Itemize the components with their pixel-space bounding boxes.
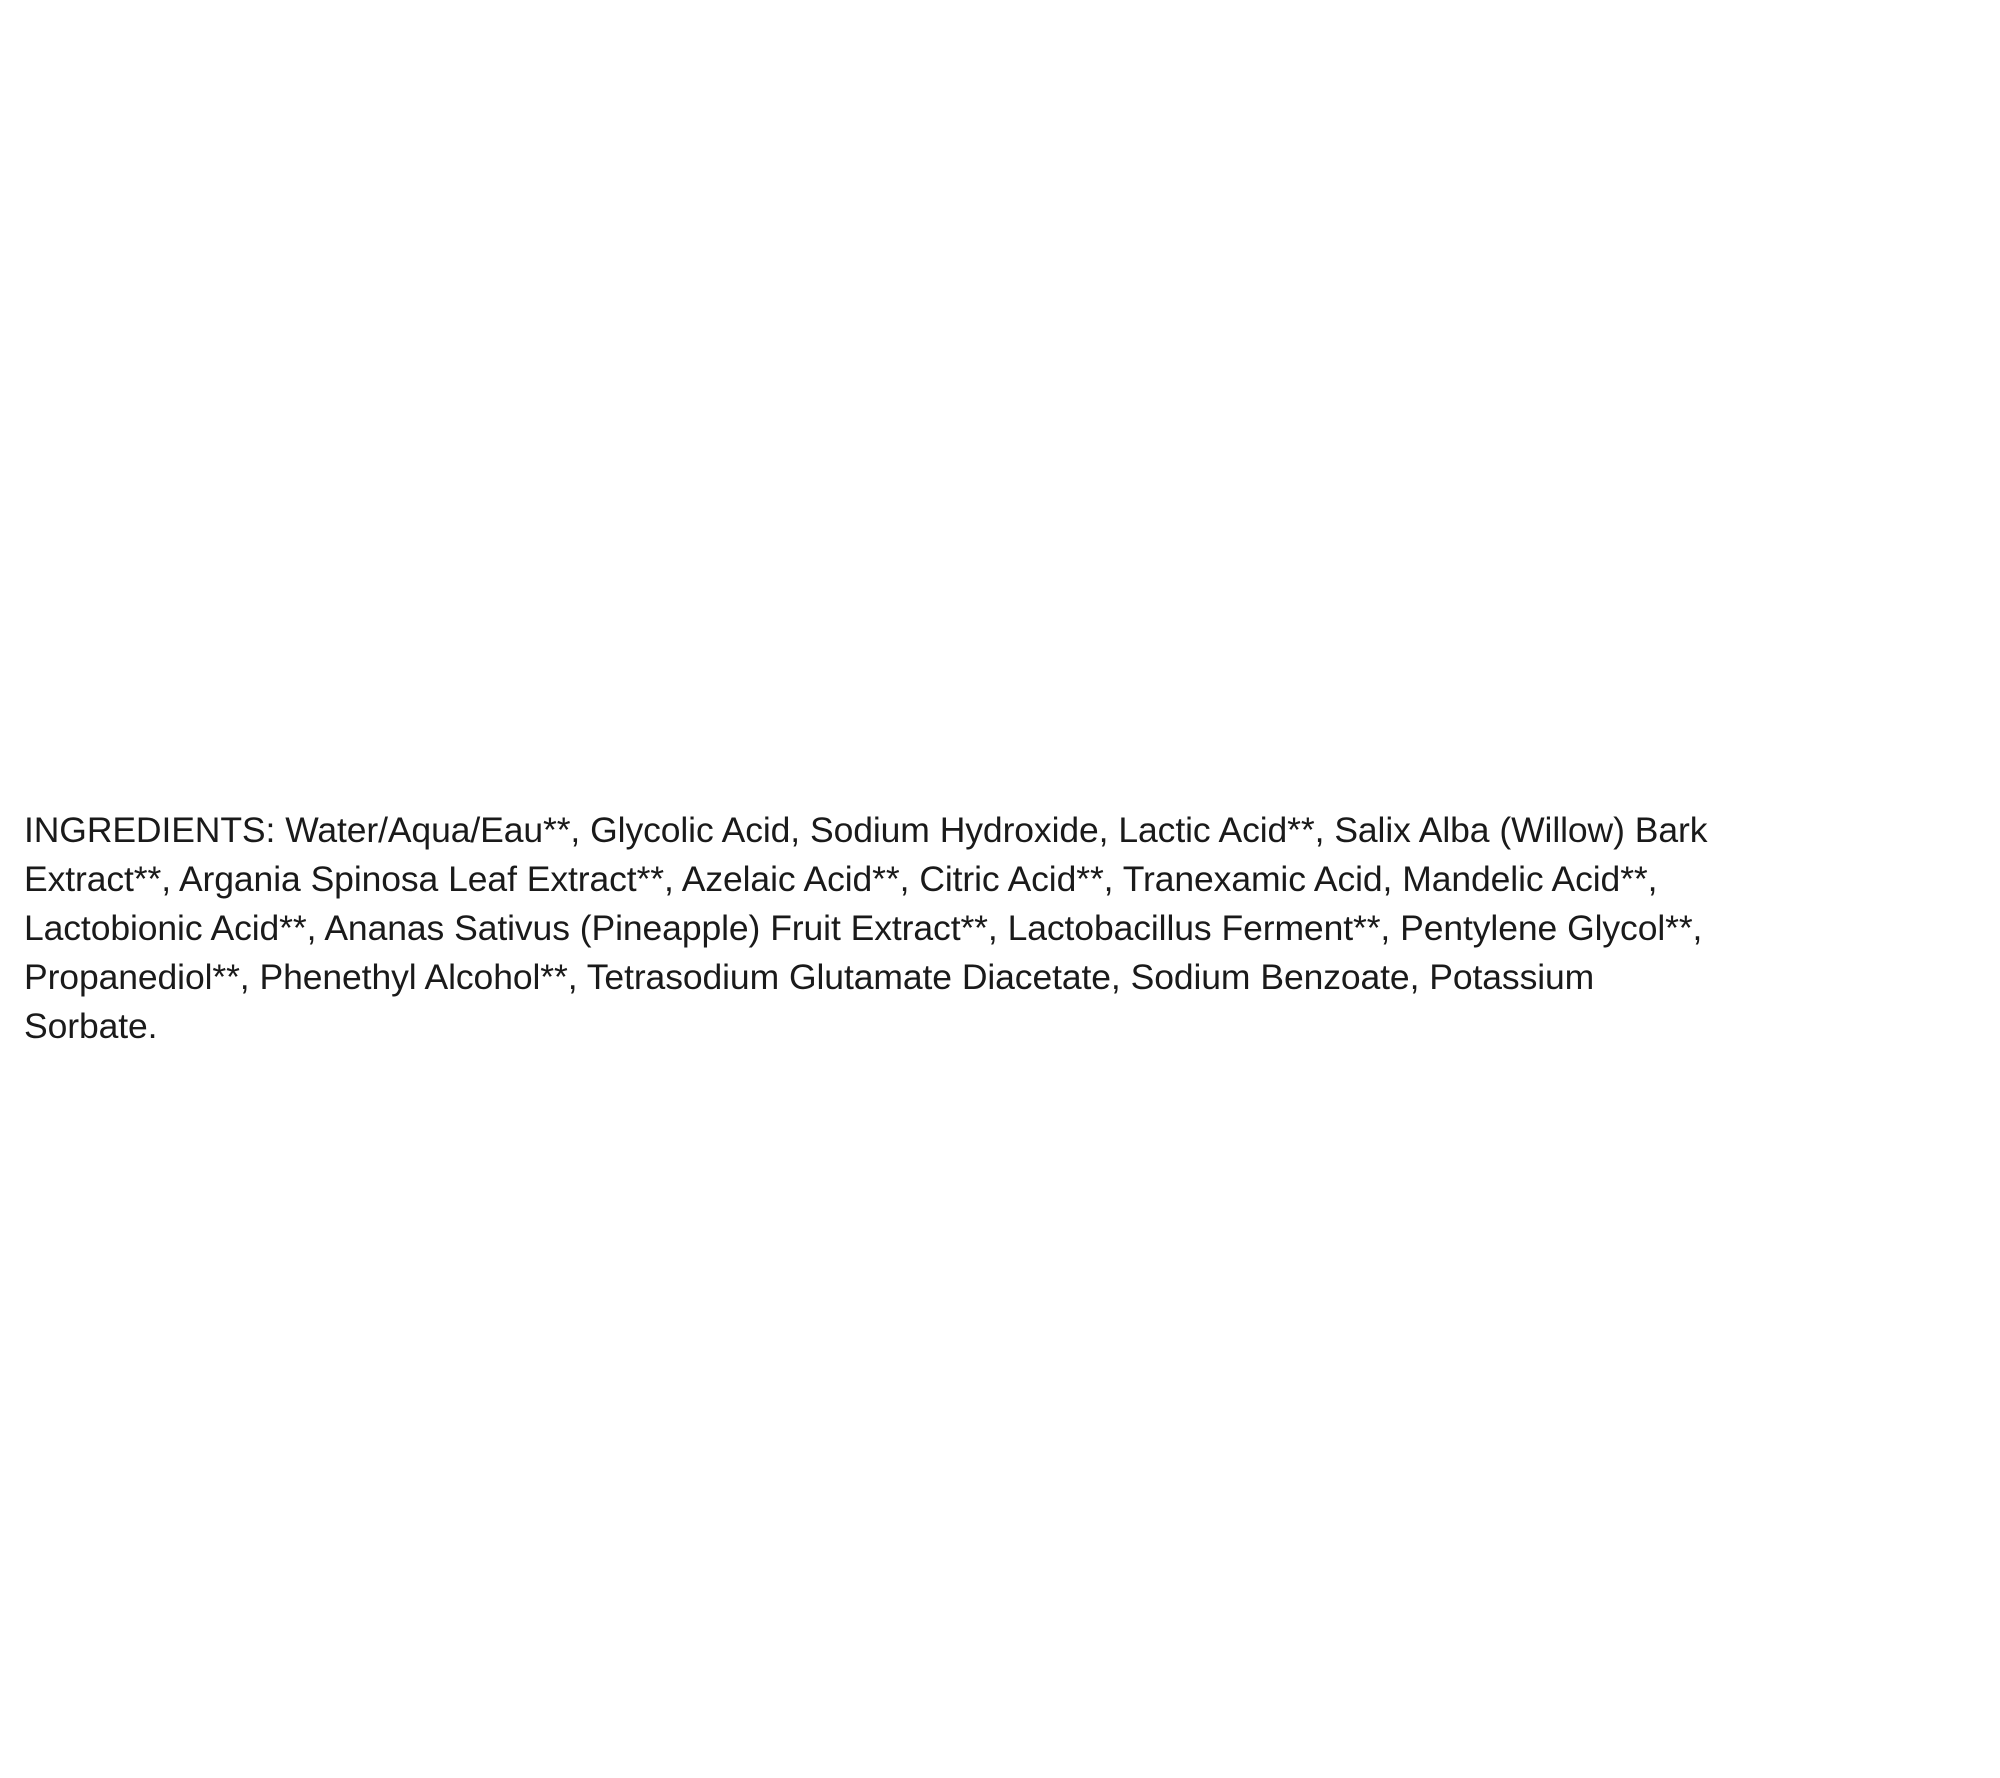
ingredients-paragraph: INGREDIENTS: Water/Aqua/Eau**, Glycolic Acid, Sodium Hydroxide, Lactic Acid**, Salix Alba (Willow) Bark Extract**, Argania Spinosa Leaf Extract**, Azelaic Acid**, Citric Acid**, Tranexamic Acid, Mandelic Acid**, Lactobionic Acid**, Ananas Sativus (Pineapple) Fruit Extract**, Lactobacillus Ferment**, Pentylene Glycol**, Propanediol**, Phenethyl Alcohol**, Tetrasodium Glutamate Diacetate, Sodium Benzoate, Potassium Sorbate.: [24, 809, 1708, 1046]
ingredients-section: [24, 770, 1714, 1086]
